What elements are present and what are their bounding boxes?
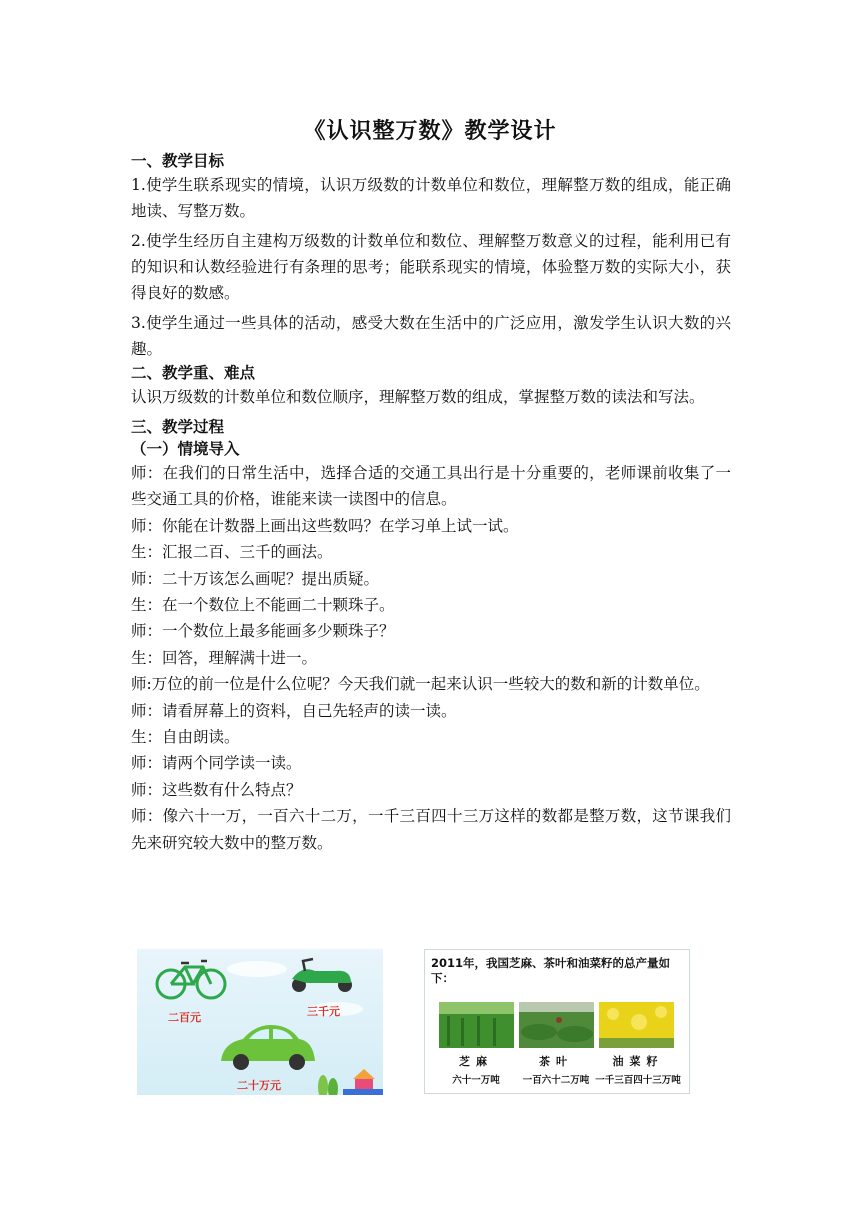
- dialogue-line: 师：这些数有什么特点？: [131, 780, 302, 799]
- bicycle-icon: [157, 961, 225, 998]
- crop-value-label: 一千三百四十三万吨: [595, 1075, 681, 1086]
- goal-item: 2.使学生经历自主建构万级数的计数单位和数位、理解整万数意义的过程，能利用已有的知识和认数经验进行有条理的思考；能联系现实的情境，体验整万数的实际大小，获得良好的数感。: [131, 232, 731, 302]
- tea-photo: [519, 1002, 594, 1048]
- crop-value-label: 一百六十二万吨: [522, 1075, 590, 1086]
- goal-item: 3.使学生通过一些具体的活动，感受大数在生活中的广泛应用，激发学生认识大数的兴趣。: [131, 314, 731, 358]
- document-title: 《认识整万数》教学设计: [303, 118, 557, 144]
- dialogue-line: 生：回答，理解满十进一。: [131, 648, 318, 667]
- dialogue-line: 师：在我们的日常生活中，选择合适的交通工具出行是十分重要的，老师课前收集了一些交通工具的价格，谁能来读一读图中的信息。: [131, 464, 731, 509]
- crop-production-image: [424, 949, 690, 1094]
- rapeseed-photo: [599, 1002, 674, 1048]
- crop-value-label: 六十一万吨: [452, 1075, 500, 1086]
- sesame-photo: [439, 1002, 514, 1048]
- dialogue-line: 师：请看屏幕上的资料，自己先轻声的读一读。: [131, 701, 457, 720]
- vehicle-price-image: [137, 949, 383, 1095]
- building-icon: [343, 1069, 383, 1095]
- scooter-price-label: 三千元: [307, 1005, 340, 1018]
- dialogue-line: 生：在一个数位上不能画二十颗珠子。: [131, 596, 395, 615]
- key-points-text: 认识万级数的计数单位和数位顺序，理解整万数的组成，掌握整万数的读法和写法。: [131, 388, 705, 406]
- section-heading-key-points: 二、教学重、难点: [131, 363, 256, 382]
- dialogue-line: 师：一个数位上最多能画多少颗珠子？: [131, 622, 395, 641]
- dialogue-line: 师：二十万该怎么画呢？提出质疑。: [131, 569, 380, 588]
- crop-name-label: 茶叶: [539, 1055, 573, 1068]
- bicycle-price-label: 二百元: [168, 1011, 201, 1024]
- car-icon: [221, 1025, 315, 1070]
- dialogue-line: 师：你能在计数器上画出这些数吗？在学习单上试一试。: [131, 516, 519, 535]
- crop-name-label: 芝麻: [459, 1055, 493, 1068]
- tree-icon: [318, 1075, 338, 1095]
- crop-caption: 2011年，我国芝麻、茶叶和油菜籽的总产量如下：: [431, 956, 671, 985]
- car-price-label: 二十万元: [237, 1079, 281, 1092]
- dialogue-line: 师：像六十一万，一百六十二万，一千三百四十三万这样的数都是整万数，这节课我们先来研究较大数中的整万数。: [131, 807, 731, 852]
- dialogue-line: 师:万位的前一位是什么位呢？今天我们就一起来认识一些较大的数和新的计数单位。: [131, 675, 710, 694]
- dialogue-line: 生：自由朗读。: [131, 728, 240, 747]
- section-heading-goals: 一、教学目标: [131, 151, 225, 170]
- dialogue-line: 师：请两个同学读一读。: [131, 754, 302, 773]
- document-body: [131, 150, 731, 856]
- dialogue-line: 生：汇报二百、三千的画法。: [131, 543, 333, 562]
- subsection-heading-intro: （一）情境导入: [131, 439, 240, 458]
- section-heading-process: 三、教学过程: [131, 417, 225, 436]
- goal-item: 1.使学生联系现实的情境，认识万级数的计数单位和数位，理解整万数的组成，能正确地读、写整万数。: [131, 176, 731, 220]
- scooter-icon: [292, 959, 352, 992]
- crop-name-label: 油菜籽: [612, 1055, 664, 1068]
